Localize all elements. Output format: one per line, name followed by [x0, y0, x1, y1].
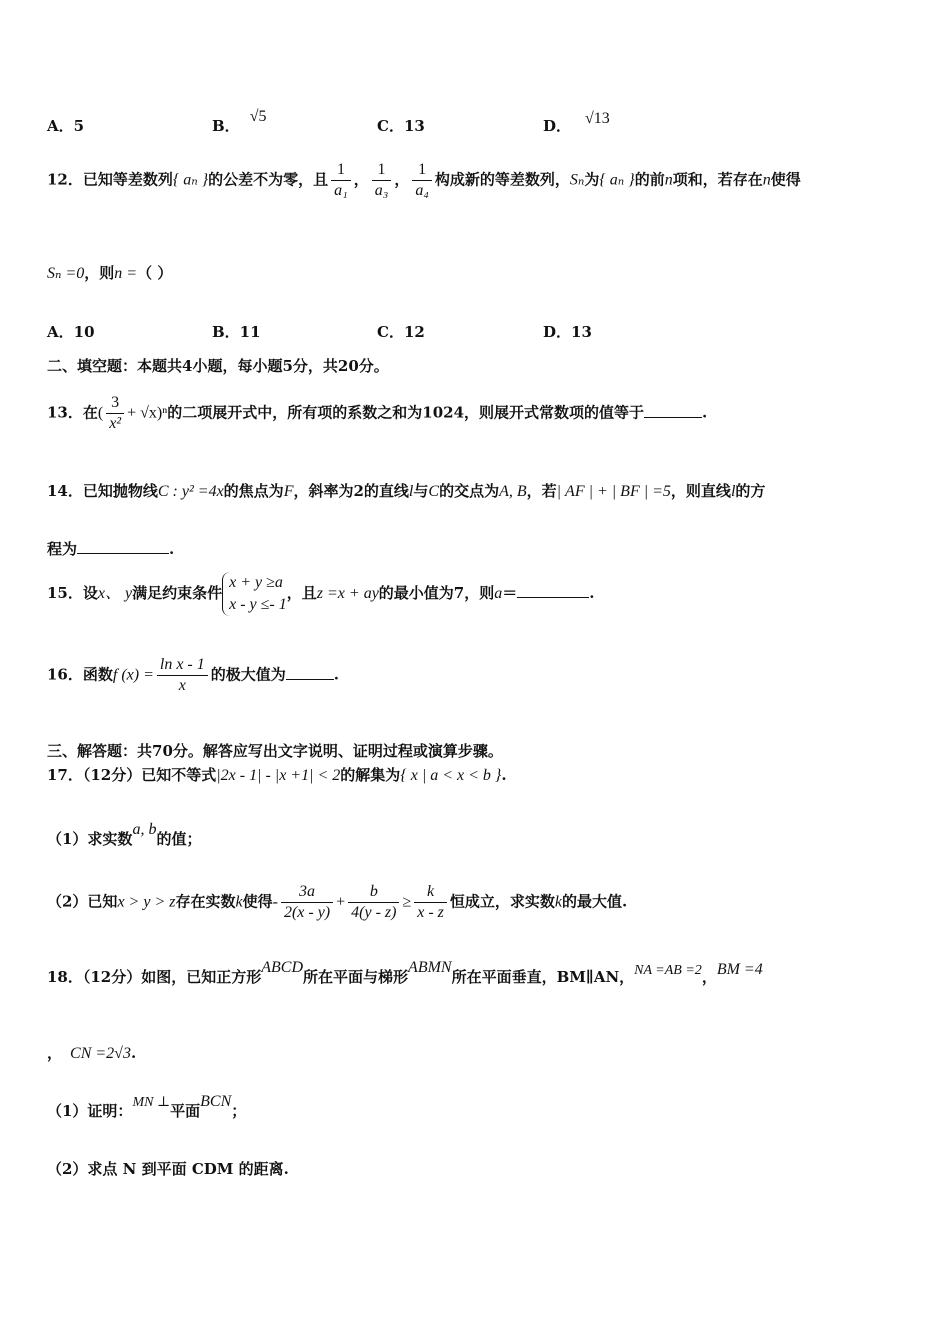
question-17-part-2: （2）已知x > y > z存在实数k使得- $\frac{3a}{2(x - y)}$ + $\frac{b}{4(y - z)}$ ≥ $\frac{k}{x - z}$ 恒成立，求实数k的最大值. [47, 883, 628, 921]
question-13: 13．在( $\frac{3}{\text{x²}}$ + √x)ⁿ的二项展开式中，所有项的系数之和为1024，则展开式常数项的值等于 . [47, 394, 708, 432]
question-18-part-2: （2）求点 N 到平面 CDM 的距离. [47, 1160, 289, 1178]
question-15: 15．设x、 y满足约束条件 x + y ≥a x - y ≤- 1 ，且z =x + ay的最小值为7，则a＝ . [47, 572, 595, 616]
q11-option-b: B．√5 [212, 108, 267, 135]
q12-option-c: C．12 [377, 323, 425, 341]
question-12-cont: Sₙ =0，则n =（ ） [47, 264, 173, 282]
q11-option-a: A．5 [47, 117, 85, 135]
question-17: 17．（12分）已知不等式|2x - 1| - |x +1| < 2的解集为{ x | a < x < b }. [47, 766, 507, 784]
question-14-cont: 程为 . [47, 540, 175, 558]
q12-option-d: D．13 [543, 323, 592, 341]
q12-option-b: B．11 [212, 323, 261, 341]
q11-option-c: C．13 [377, 117, 425, 135]
question-17-part-1: （1）求实数a, b的值； [47, 821, 202, 848]
section-3-heading: 三、解答题：共70分。解答应写出文字说明、证明过程或演算步骤。 [47, 742, 503, 760]
question-18-cont: ， CN =2√3. [47, 1044, 137, 1062]
question-12: 12．已知等差数列{ aₙ }的公差不为零，且 $\frac{1}{\text{a₁}}$ ， $\frac{1}{\text{a₃}}$ ， $\frac{1}{\text{a₄}}$ 构成新的等差数列，Sₙ为{ aₙ }的前n项和，若存在n使得 [47, 161, 801, 199]
question-14: 14．已知抛物线C : y² =4x的焦点为F，斜率为2的直线l与C的交点为A, B，若| AF | + | BF | =5，则直线l的方 [47, 482, 766, 500]
question-18-part-1: （1）证明：MN ⊥平面BCN； [47, 1093, 247, 1120]
q11-option-d: D． √13 [543, 110, 610, 135]
section-2-heading: 二、填空题：本题共4小题，每小题5分，共20分。 [47, 357, 389, 375]
question-16: 16．函数f (x) = $\frac{\text{ln x - 1}}{x}$ 的极大值为 . [47, 656, 339, 694]
question-18: 18．（12分）如图，已知正方形ABCD所在平面与梯形ABMN所在平面垂直，BM∥AN，NA =AB =2，BM =4 [47, 959, 763, 986]
q12-option-a: A．10 [47, 323, 95, 341]
